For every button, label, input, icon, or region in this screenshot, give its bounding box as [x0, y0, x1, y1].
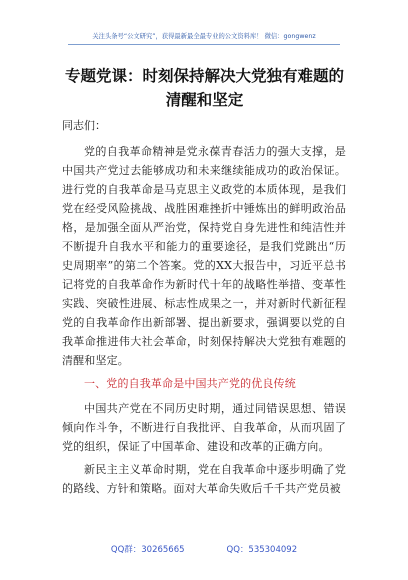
- title-line-2: 清醒和坚定: [165, 90, 244, 109]
- footer: [0, 543, 408, 555]
- paragraph-2: 中国共产党在不同历史时期，通过同错误思想、错误倾向作斗争，不断进行自我批评、自我革命，从而巩固了党的组织，保证了中国革命、建设和改革的正确方向。: [62, 402, 346, 453]
- document-body: [62, 142, 346, 502]
- paragraph-1: 党的自我革命精神是党永葆青春活力的强大支撑，是中国共产党过去能够成功和未来继续能成功的政治保证。进行党的自我革命是马克思主义政党的本质体现，是我们党在经受风险挑战、战胜困难挫折中锤炼出的鲜明政治品格，是加强全面从严治党，保持党自身先进性和纯洁性并不断提升自我水平和能力的重要途径，是我们党跳出“历史周期率”的第二个答案。党的XX大报告中，习近平总书记将党的自我革命作为新时代十年的战略性举措、变革性实践、突破性进展、标志性成果之一，并对新时代新征程党的自我革命作出新部署、提出新要求，强调要以党的自我革命推进伟大社会革命，时刻保持解决大党独有难题的清醒和坚定。: [62, 145, 346, 367]
- header-banner: 关注头条号“公文研究”，获得最新最全最专业的公文资料库！ 微信：gongwenz: [92, 32, 316, 40]
- header-divider: [68, 44, 340, 45]
- section-heading-1: 一、党的自我革命是中国共产党的优良传统: [84, 377, 296, 390]
- greeting: 同志们：: [62, 119, 106, 132]
- paragraph-3: 新民主主义革命时期，党在自我革命中逐步明确了党的路线、方针和策略。面对大革命失败后千千共产党员被: [62, 463, 346, 495]
- footer-qq-group: QQ群：30265665: [110, 545, 185, 555]
- title-line-1: 专题党课：时刻保持解决大党独有难题的: [64, 66, 344, 85]
- footer-qq: QQ：535304092: [226, 545, 298, 555]
- document-title: [52, 64, 357, 112]
